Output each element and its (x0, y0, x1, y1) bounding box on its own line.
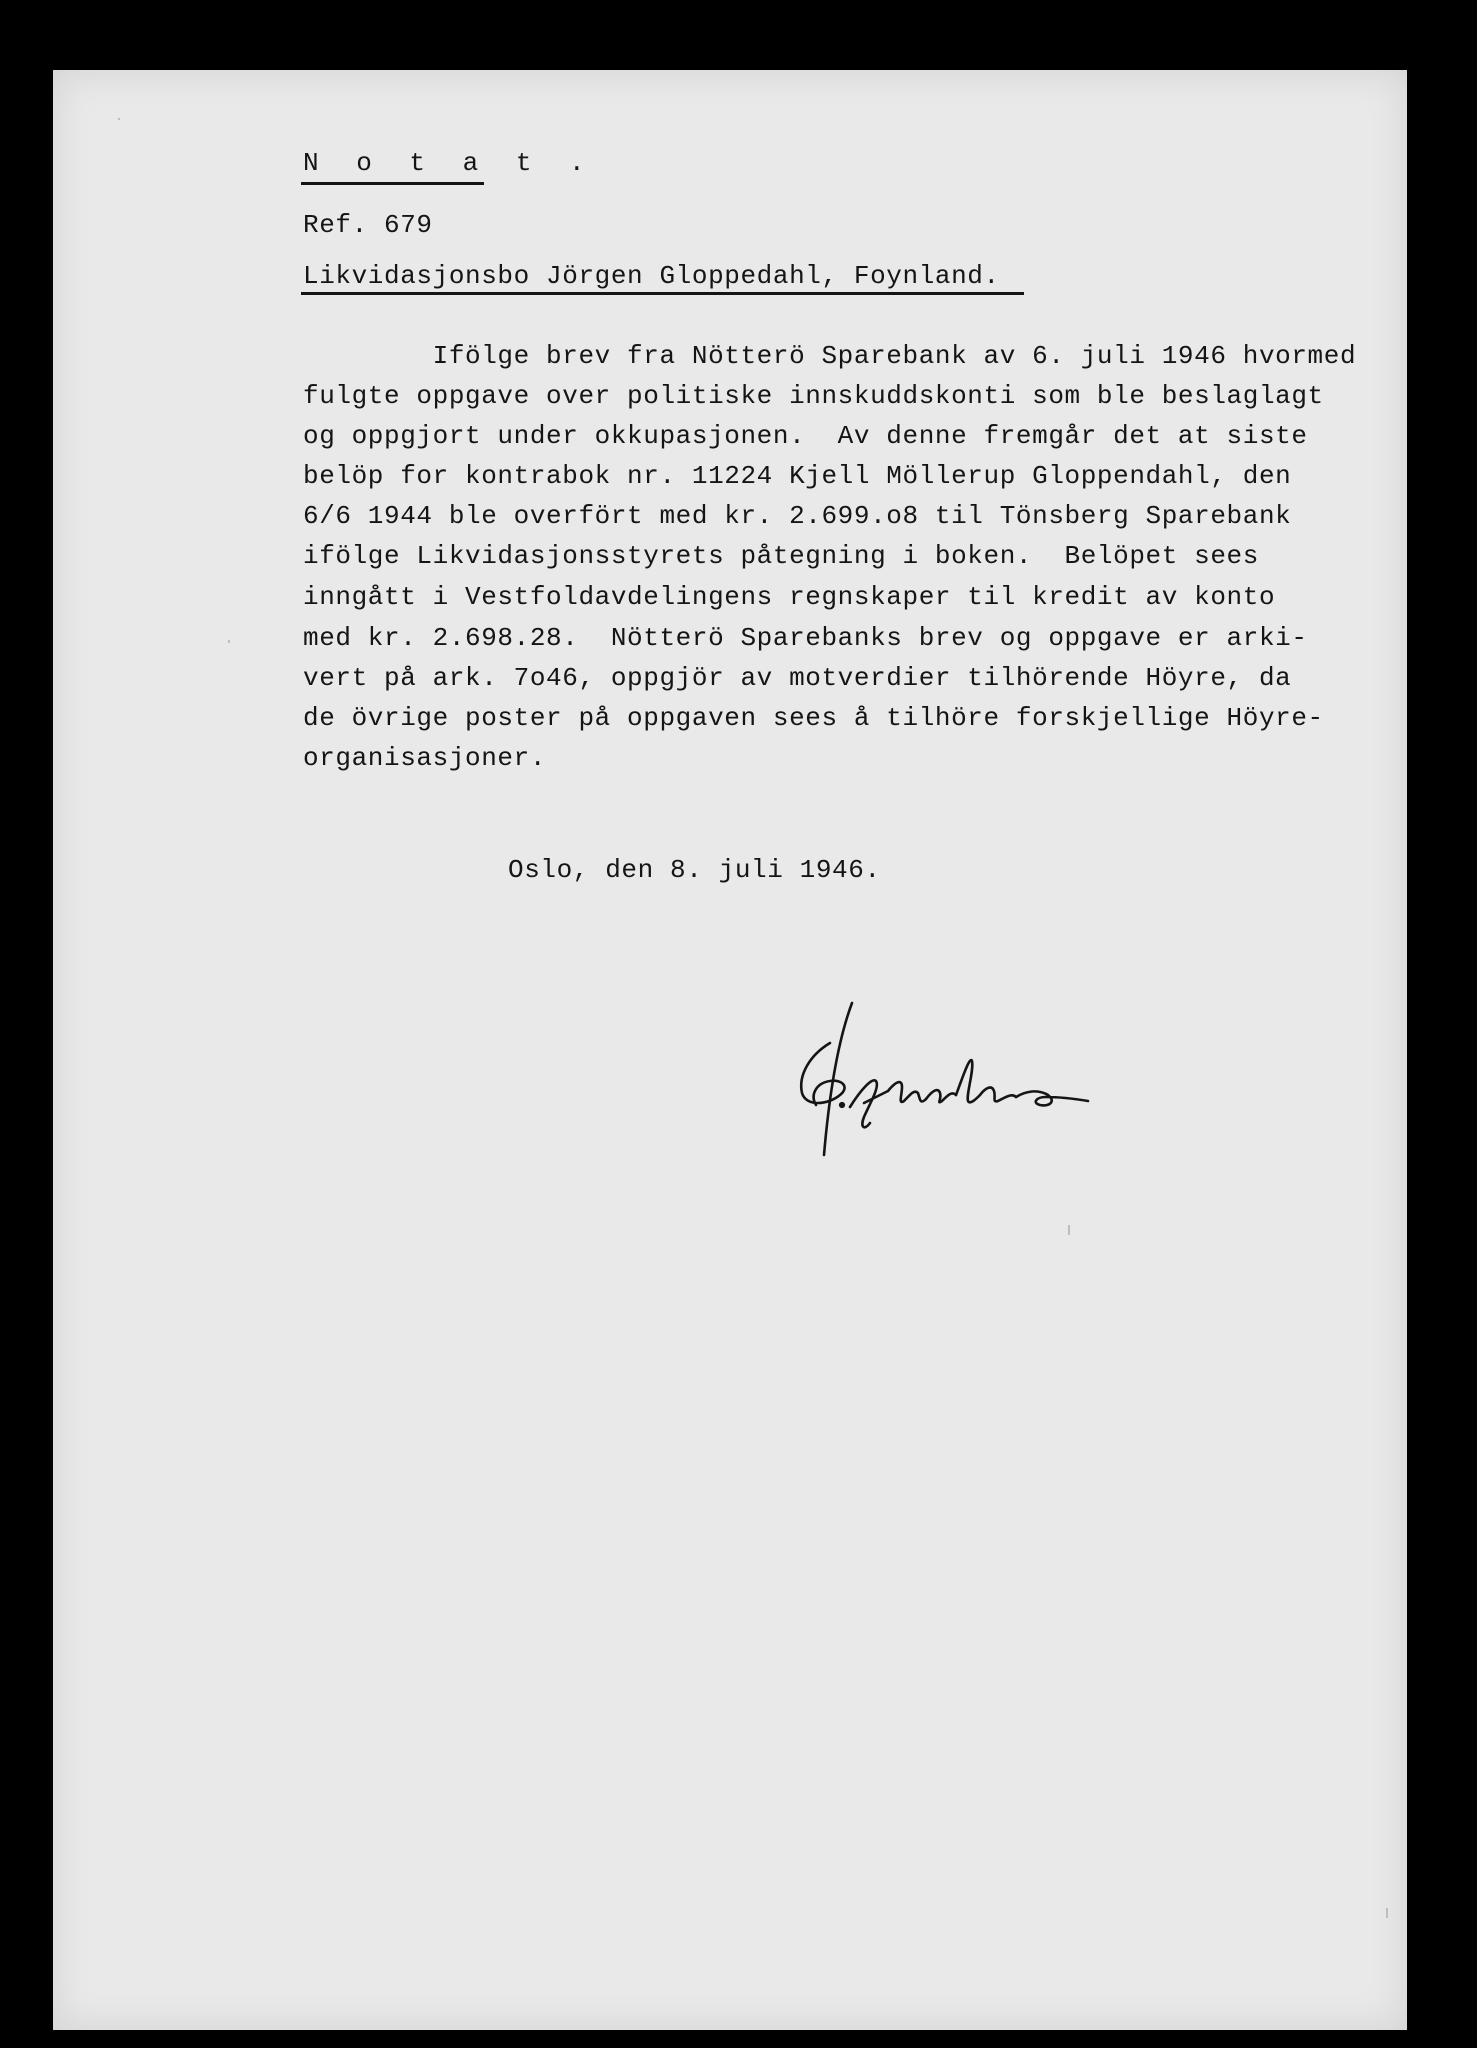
body-line: og oppgjort under okkupasjonen. Av denne fremgår det at siste (303, 421, 1308, 451)
body-line: de övrige poster på oppgaven sees å tilhöre forskjellige Höyre- (303, 703, 1324, 733)
place-and-date: Oslo, den 8. juli 1946. (508, 855, 881, 885)
body-line: inngått i Vestfoldavdelingens regnskaper til kredit av konto (303, 582, 1276, 612)
subject-line: Likvidasjonsbo Jörgen Gloppedahl, Foynland. (303, 261, 1000, 291)
body-line: ifölge Likvidasjonsstyrets påtegning i boken. Belöpet sees (303, 541, 1259, 571)
body-line: med kr. 2.698.28. Nötterö Sparebanks brev og oppgave er arki- (303, 623, 1308, 653)
scan-speck (228, 640, 230, 643)
body-line: vert på ark. 7o46, oppgjör av motverdier tilhörende Höyre, da (303, 663, 1292, 693)
document-title: N o t a t . (303, 148, 596, 178)
subject-underline (301, 292, 1024, 295)
handwritten-signature-icon (780, 995, 1100, 1165)
scan-speck (1386, 1908, 1388, 1918)
body-line: fulgte oppgave over politiske innskuddskonti som ble beslaglagt (303, 381, 1324, 411)
body-line: Ifölge brev fra Nötterö Sparebank av 6. juli 1946 hvormed (303, 341, 1357, 371)
scan-speck (118, 118, 120, 120)
title-underline (301, 182, 484, 185)
body-line: belöp for kontrabok nr. 11224 Kjell Möllerup Gloppendahl, den (303, 461, 1292, 491)
scan-speck (1068, 1225, 1070, 1235)
reference-number: Ref. 679 (303, 210, 433, 240)
body-line: organisasjoner. (303, 743, 547, 773)
body-line: 6/6 1944 ble overfört med kr. 2.699.o8 til Tönsberg Sparebank (303, 501, 1292, 531)
